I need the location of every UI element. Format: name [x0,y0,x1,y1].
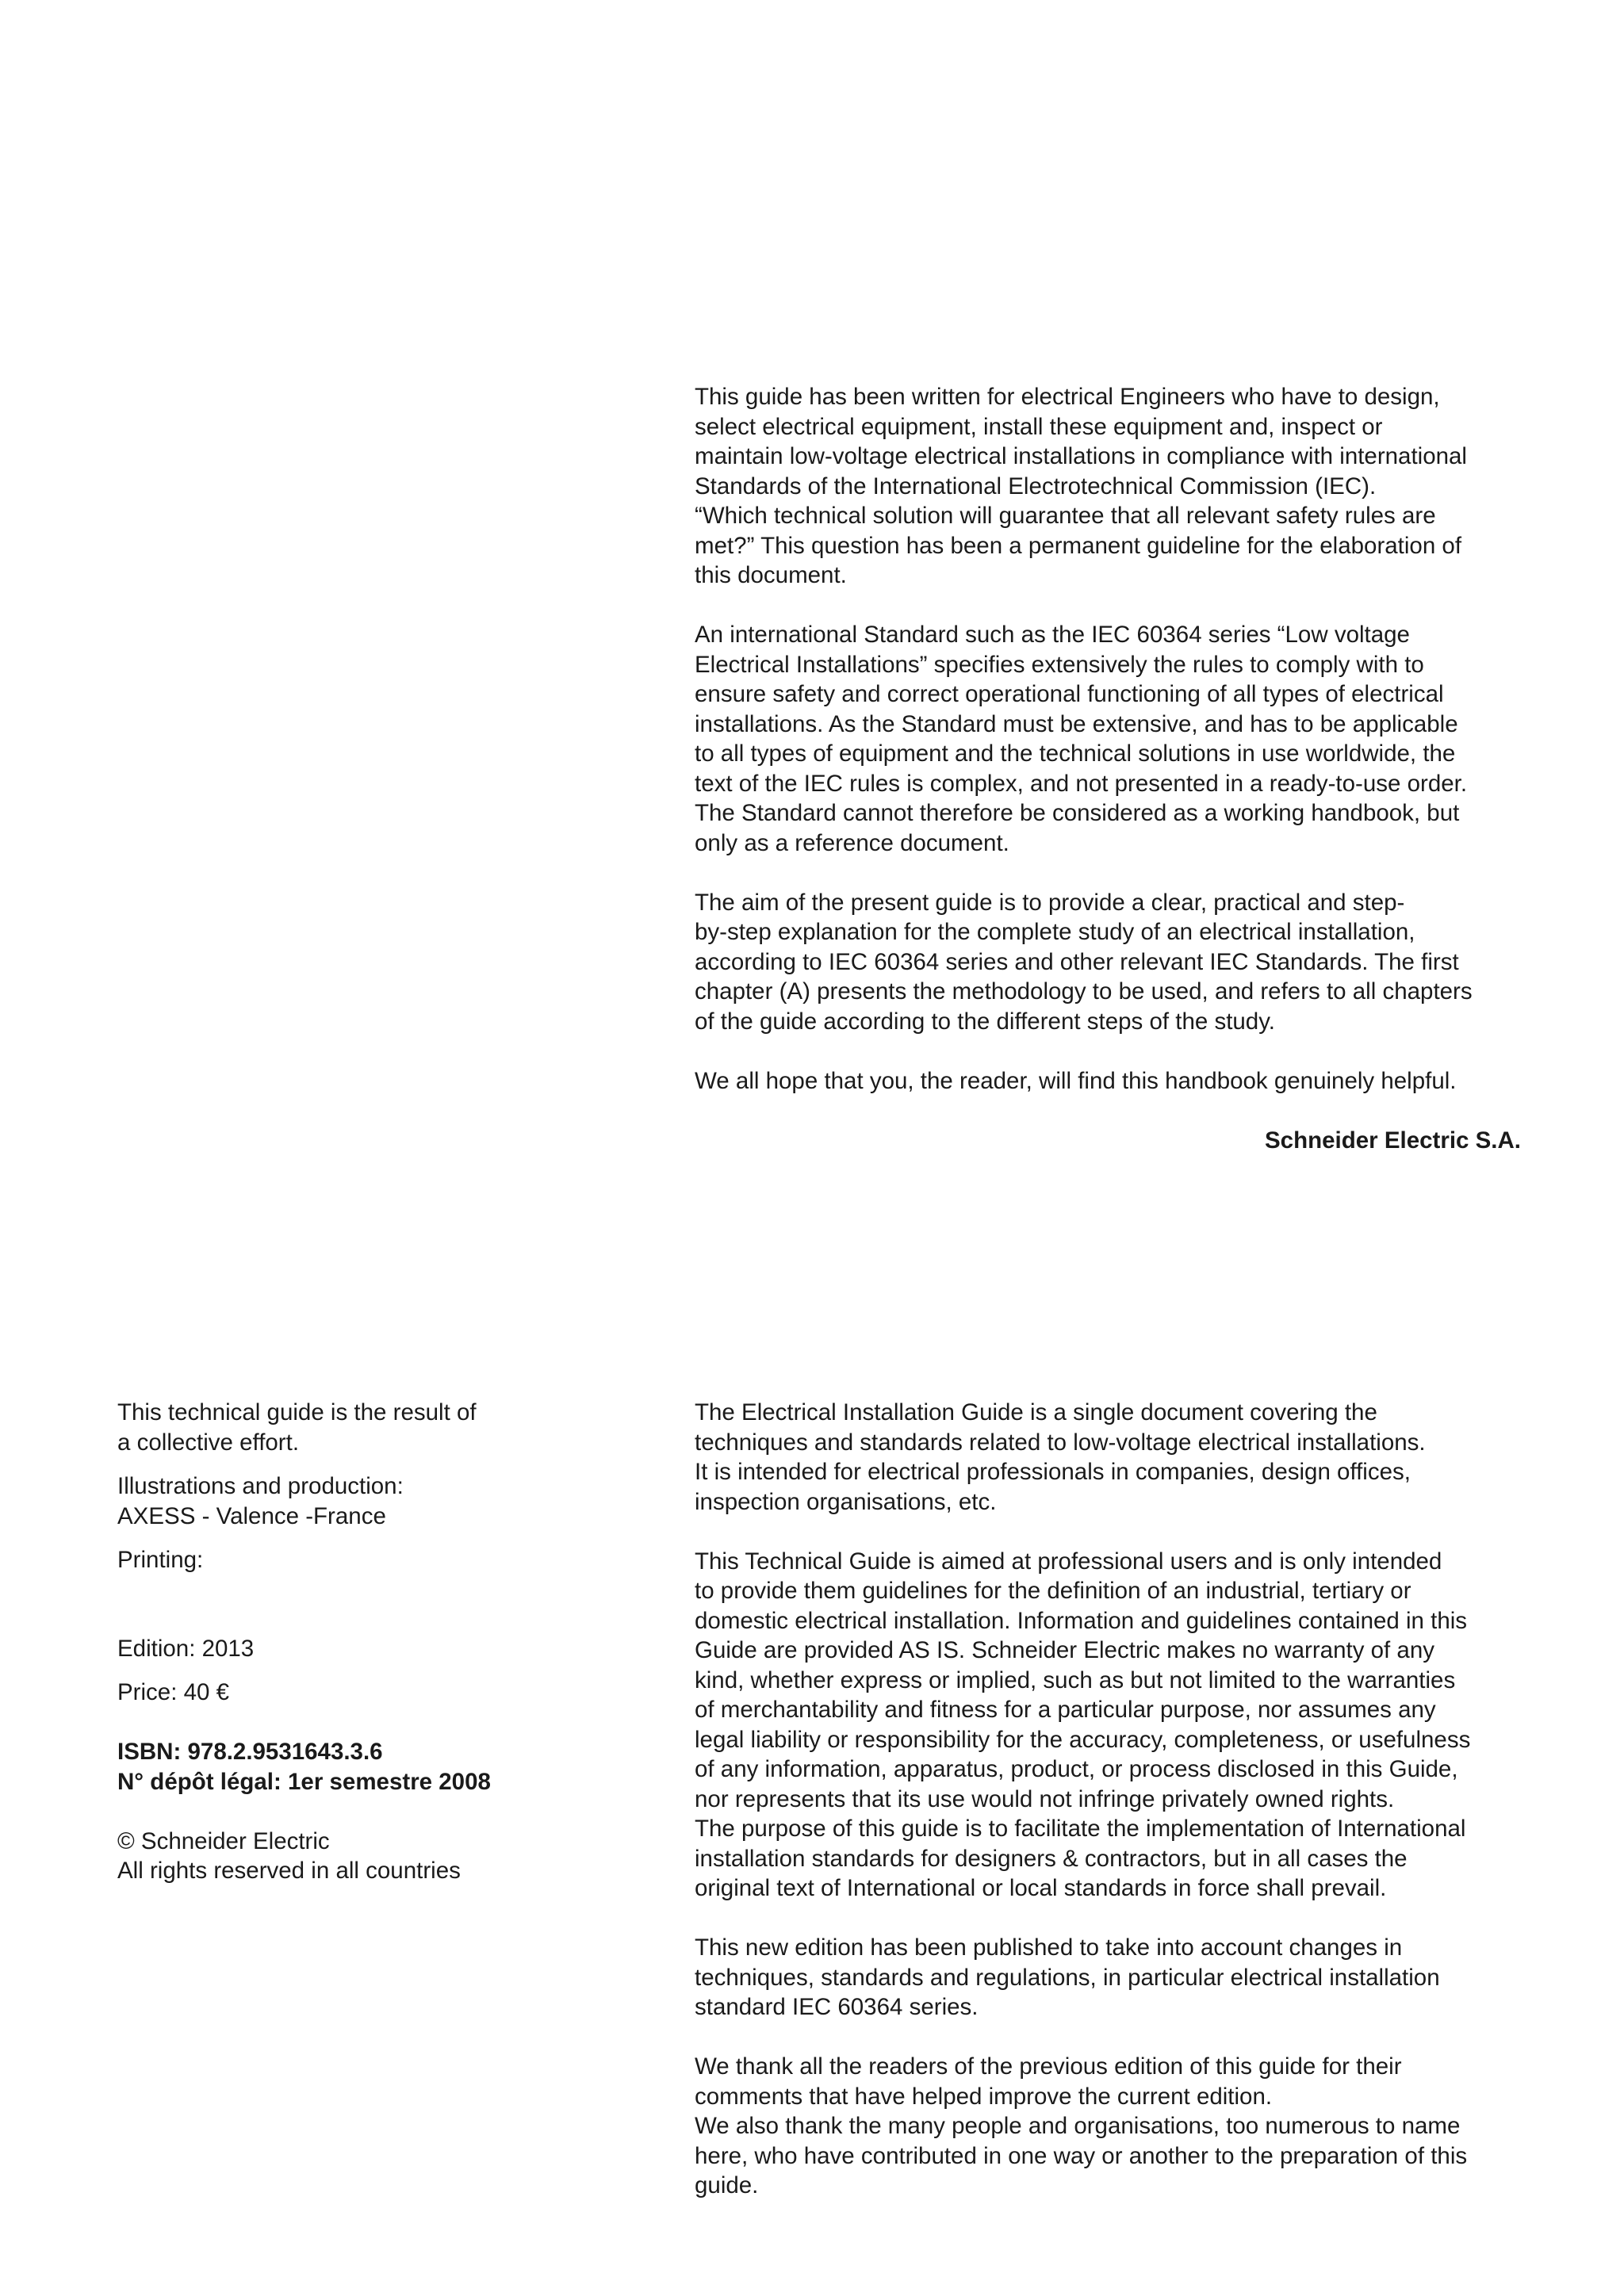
text-line: of merchantability and fitness for a particular purpose, nor assumes any [695,1697,1436,1723]
text-line: The aim of the present guide is to provide a clear, practical and step- [695,889,1405,916]
text-line: maintain low-voltage electrical installations in compliance with international [695,443,1467,469]
text-line: nor represents that its use would not infringe privately owned rights. [695,1785,1395,1812]
text-line: Standards of the International Electrotechnical Commission (IEC). [695,473,1377,499]
copyright-block [117,1827,561,1886]
about-paragraph-2 [695,1547,1527,1904]
text-line: We thank all the readers of the previous edition of this guide for their [695,2053,1402,2080]
text-line: This technical guide is the result of [117,1399,477,1425]
isbn-block [117,1737,561,1797]
copyright: © Schneider Electric [117,1827,330,1854]
text-line: An international Standard such as the IEC 60364 series “Low voltage [695,622,1410,648]
intro-paragraph-2 [695,620,1527,858]
about-section [695,1398,1527,2201]
text-line: original text of International or local standards in force shall prevail. [695,1875,1387,1901]
printing-label: Printing: [117,1547,204,1573]
about-paragraph-4 [695,2052,1527,2201]
text-line: by-step explanation for the complete study of an electrical installation, [695,919,1415,945]
collective-effort-note [117,1398,561,1457]
text-line: Guide are provided AS IS. Schneider Electric makes no warranty of any [695,1637,1434,1663]
text-line: installation standards for designers & contractors, but in all cases the [695,1845,1408,1872]
text-line: The Standard cannot therefore be considered as a working handbook, but [695,800,1460,826]
text-line: We also thank the many people and organisations, too numerous to name [695,2113,1461,2139]
intro-paragraph-3 [695,888,1527,1037]
intro-paragraph-1 [695,382,1527,591]
signature: Schneider Electric S.A. [1265,1127,1521,1154]
text-line: to provide them guidelines for the definition of an industrial, tertiary or [695,1578,1411,1604]
text-line: to all types of equipment and the technical solutions in use worldwide, the [695,740,1456,767]
text-line: text of the IEC rules is complex, and not presented in a ready-to-use order. [695,770,1468,797]
text-line: according to IEC 60364 series and other relevant IEC Standards. The first [695,948,1459,975]
text-line: comments that have helped improve the current edition. [695,2083,1273,2110]
text-line: “Which technical solution will guarantee that all relevant safety rules are [695,503,1436,529]
text-line: met?” This question has been a permanent guideline for the elaboration of [695,532,1462,559]
text-line: this document. [695,562,847,588]
illustrations-credit [117,1471,561,1531]
illustrations-value: AXESS - Valence -France [117,1502,386,1529]
intro-paragraph-4 [695,1066,1527,1096]
isbn: ISBN: 978.2.9531643.3.6 [117,1739,383,1765]
text-line: We all hope that you, the reader, will find this handbook genuinely helpful. [695,1067,1457,1094]
depot-legal: N° dépôt légal: 1er semestre 2008 [117,1768,491,1795]
text-line: It is intended for electrical professionals in companies, design offices, [695,1459,1411,1485]
text-line: Electrical Installations” specifies extensively the rules to comply with to [695,651,1424,678]
text-line: This Technical Guide is aimed at professional users and is only intended [695,1548,1442,1575]
text-line: here, who have contributed in one way or another to the preparation of this [695,2142,1468,2169]
text-line: of any information, apparatus, product, or process disclosed in this Guide, [695,1756,1458,1782]
text-line: inspection organisations, etc. [695,1488,997,1515]
text-line: The purpose of this guide is to facilitate the implementation of International [695,1816,1466,1842]
illustrations-label: Illustrations and production: [117,1473,404,1499]
text-line: legal liability or responsibility for the accuracy, completeness, or usefulness [695,1726,1471,1753]
text-line: installations. As the Standard must be extensive, and has to be applicable [695,710,1458,737]
text-line: techniques and standards related to low-voltage electrical installations. [695,1429,1426,1456]
about-paragraph-1 [695,1398,1527,1517]
about-paragraph-3 [695,1933,1527,2022]
text-line: This guide has been written for electrical Engineers who have to design, [695,384,1440,410]
text-line: of the guide according to the different steps of the study. [695,1008,1275,1035]
text-line: select electrical equipment, install these equipment and, inspect or [695,413,1383,440]
edition: Edition: 2013 [117,1635,255,1662]
text-line: a collective effort. [117,1429,300,1456]
text-line: guide. [695,2172,759,2198]
credits-section [117,1398,561,1886]
text-line: The Electrical Installation Guide is a single document covering the [695,1399,1377,1425]
text-line: kind, whether express or implied, such as but not limited to the warranties [695,1667,1456,1693]
text-line: ensure safety and correct operational functioning of all types of electrical [695,681,1444,707]
text-line: domestic electrical installation. Information and guidelines contained in this [695,1607,1468,1634]
text-line: chapter (A) presents the methodology to be used, and refers to all chapters [695,978,1473,1004]
text-line: This new edition has been published to take into account changes in [695,1934,1403,1961]
rights-reserved: All rights reserved in all countries [117,1858,461,1884]
text-line: techniques, standards and regulations, in particular electrical installation [695,1964,1440,1991]
text-line: standard IEC 60364 series. [695,1994,979,2020]
price: Price: 40 € [117,1679,230,1705]
text-line: only as a reference document. [695,829,1009,856]
intro-section [695,382,1527,1155]
